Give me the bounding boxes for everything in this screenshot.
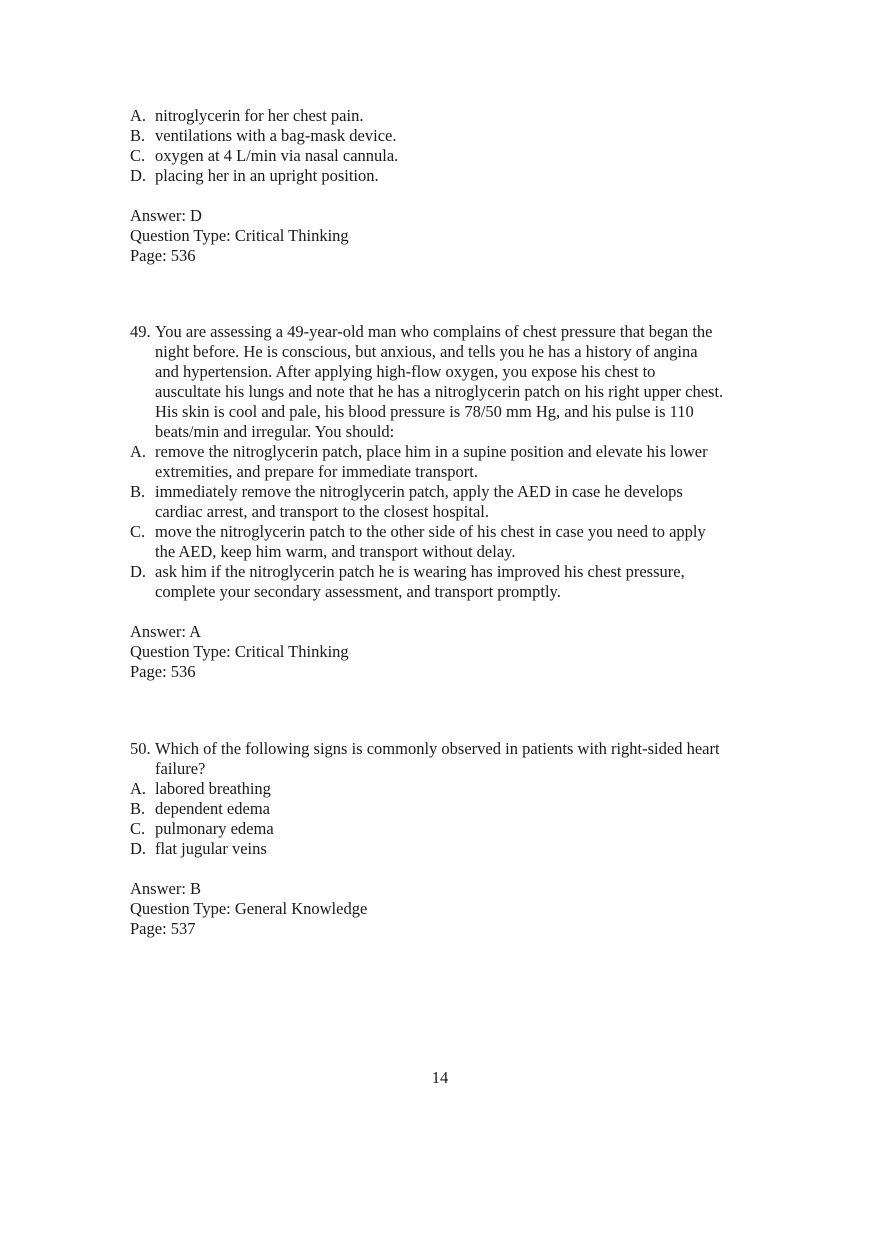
page-reference-line: Page: 536 — [130, 662, 196, 681]
choice-text: nitroglycerin for her chest pain. — [155, 106, 364, 125]
stem-line: beats/min and irregular. You should: — [155, 422, 395, 441]
choice-label: D. — [130, 839, 147, 858]
choice-b — [130, 799, 770, 819]
choice-text: ask him if the nitroglycerin patch he is wearing has improved his chest pressure, — [155, 562, 685, 581]
question-number: 50. — [130, 739, 151, 758]
question-stem — [130, 739, 770, 779]
question-50 — [130, 739, 770, 939]
choice-text: pulmonary edema — [155, 819, 274, 838]
choice-text: dependent edema — [155, 799, 270, 818]
choice-label: A. — [130, 442, 147, 461]
choice-c — [130, 522, 770, 562]
stem-line: His skin is cool and pale, his blood pressure is 78/50 mm Hg, and his pulse is 110 — [155, 402, 694, 421]
choice-label: C. — [130, 146, 146, 165]
question-stem — [130, 322, 770, 442]
choice-text: flat jugular veins — [155, 839, 267, 858]
choice-text: placing her in an upright position. — [155, 166, 379, 185]
choice-label: B. — [130, 126, 146, 145]
choice-text: labored breathing — [155, 779, 271, 798]
choice-c — [130, 146, 770, 166]
choice-label: B. — [130, 482, 146, 501]
stem-line: Which of the following signs is commonly observed in patients with right-sided heart — [155, 739, 720, 758]
choice-b — [130, 482, 770, 522]
question-48-continued — [130, 106, 770, 266]
choice-text: extremities, and prepare for immediate transport. — [155, 462, 478, 481]
page-reference-line: Page: 536 — [130, 246, 196, 265]
question-type-line: Question Type: Critical Thinking — [130, 226, 349, 245]
choice-label: D. — [130, 166, 147, 185]
choice-text: oxygen at 4 L/min via nasal cannula. — [155, 146, 399, 165]
question-type-line: Question Type: General Knowledge — [130, 899, 368, 918]
question-number: 49. — [130, 322, 151, 341]
stem-line: You are assessing a 49-year-old man who complains of chest pressure that began the — [155, 322, 713, 341]
choice-text: the AED, keep him warm, and transport without delay. — [155, 542, 516, 561]
choice-label: A. — [130, 106, 147, 125]
page-reference-line: Page: 537 — [130, 919, 196, 938]
question-type-line: Question Type: Critical Thinking — [130, 642, 349, 661]
choice-a — [130, 442, 770, 482]
choice-label: B. — [130, 799, 146, 818]
choice-label: D. — [130, 562, 147, 581]
choice-a — [130, 779, 770, 799]
choice-label: C. — [130, 819, 146, 838]
stem-line: and hypertension. After applying high-flow oxygen, you expose his chest to — [155, 362, 656, 381]
choice-text: complete your secondary assessment, and transport promptly. — [155, 582, 561, 601]
choice-text: ventilations with a bag-mask device. — [155, 126, 397, 145]
choice-text: remove the nitroglycerin patch, place him in a supine position and elevate his lower — [155, 442, 708, 461]
choice-label: C. — [130, 522, 146, 541]
answer-line: Answer: D — [130, 206, 202, 225]
stem-line: auscultate his lungs and note that he has a nitroglycerin patch on his right upper chest. — [155, 382, 724, 401]
stem-line: night before. He is conscious, but anxious, and tells you he has a history of angina — [155, 342, 698, 361]
choice-text: immediately remove the nitroglycerin patch, apply the AED in case he develops — [155, 482, 683, 501]
choice-d — [130, 562, 770, 602]
choice-d — [130, 839, 770, 859]
choice-d — [130, 166, 770, 186]
choice-text: move the nitroglycerin patch to the other side of his chest in case you need to apply — [155, 522, 706, 541]
choice-label: A. — [130, 779, 147, 798]
page-number: 14 — [431, 1068, 449, 1087]
choice-a — [130, 106, 770, 126]
answer-line: Answer: A — [130, 622, 202, 641]
choice-b — [130, 126, 770, 146]
answer-line: Answer: B — [130, 879, 202, 898]
choice-c — [130, 819, 770, 839]
question-49 — [130, 322, 770, 682]
choice-text: cardiac arrest, and transport to the closest hospital. — [155, 502, 490, 521]
stem-line: failure? — [155, 759, 206, 778]
